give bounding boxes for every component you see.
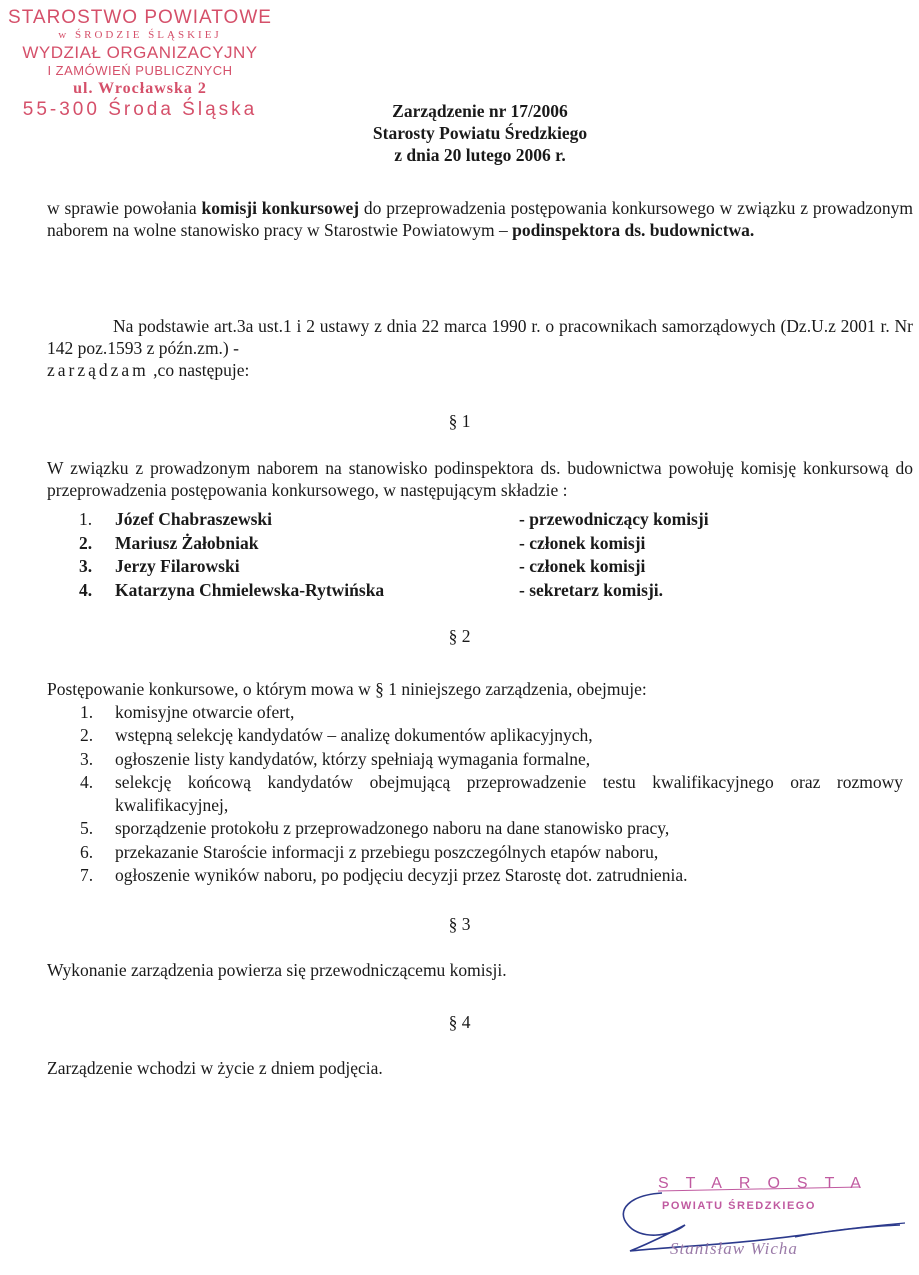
document-heading	[290, 100, 670, 166]
section2-text: Postępowanie konkursowe, o którym mowa w § 1 niniejszego zarządzenia, obejmuje:	[47, 679, 647, 699]
section-heading-4: § 4	[448, 1012, 471, 1032]
decree-word: zarządzam	[47, 360, 149, 380]
step-text: ogłoszenie wyników naboru, po podjęciu decyzji przez Starostę dot. zatrudnienia.	[115, 865, 688, 886]
subject-bold: komisji konkursowej	[201, 198, 360, 218]
heading-date: z dnia 20 lutego 2006 r.	[394, 145, 566, 165]
member-role: - sekretarz komisji.	[519, 579, 664, 600]
step-text: komisyjne otwarcie ofert,	[115, 702, 295, 722]
signature-title: STAROSTA	[658, 1175, 878, 1192]
list-item	[47, 748, 903, 771]
legal-basis-paragraph	[47, 315, 913, 381]
member-role: - przewodniczący komisji	[519, 509, 709, 529]
step-number: 6.	[80, 841, 94, 862]
subject-bold: podinspektora ds. budownictwa.	[512, 220, 755, 240]
list-item	[47, 701, 903, 724]
step-text: selekcję końcową kandydatów obejmującą przeprowadzenie testu kwalifikacyjnego oraz rozmowy kwalifikacyjnej,	[115, 771, 903, 816]
stamp-line: ul. Wrocławska 2	[73, 80, 207, 97]
heading-title: Zarządzenie nr 17/2006	[392, 101, 568, 121]
member-number: 3.	[79, 556, 93, 576]
subject-paragraph	[47, 197, 913, 241]
section-heading-1: § 1	[448, 411, 471, 431]
step-number: 7.	[80, 865, 94, 886]
list-item	[47, 817, 903, 840]
decree-rest: ,co następuje:	[148, 360, 250, 380]
stamp-line: I ZAMÓWIEŃ PUBLICZNYCH	[47, 63, 233, 78]
step-text: wstępną selekcję kandydatów – analizę dokumentów aplikacyjnych,	[115, 725, 593, 746]
list-item	[47, 508, 913, 532]
step-number: 2.	[80, 725, 94, 746]
step-text: ogłoszenie listy kandydatów, którzy spełniają wymagania formalne,	[115, 748, 591, 769]
office-stamp	[0, 2, 280, 119]
legal-basis-text: Na podstawie art.3a ust.1 i 2 ustawy z dnia 22 marca 1990 r. o pracownikach samorządowych (Dz.U.z 2001 r. Nr 142 poz.1593 z późn.zm.) -	[47, 316, 913, 358]
section4-text: Zarządzenie wchodzi w życie z dniem podjęcia.	[47, 1058, 383, 1078]
heading-issuer: Starosty Powiatu Średzkiego	[372, 123, 588, 143]
list-item	[47, 841, 903, 864]
list-item	[47, 555, 913, 579]
member-role: - członek komisji	[519, 556, 646, 576]
committee-members-list	[47, 508, 913, 602]
step-text: sporządzenie protokołu z przeprowadzonego naboru na dane stanowisko pracy,	[115, 818, 670, 839]
signature-stamp	[610, 1165, 910, 1270]
section-heading-2: § 2	[448, 626, 471, 646]
member-name: Jerzy Filarowski	[115, 556, 240, 576]
section1-text: W związku z prowadzonym naborem na stanowisko podinspektora ds. budownictwa powołuję komisję konkursową do przeprowadzenia postępowania konkursowego, w następującym składzie :	[47, 458, 913, 500]
stamp-line: w ŚRODZIE ŚLĄSKIEJ	[58, 29, 222, 41]
member-name: Mariusz Żałobniak	[115, 532, 259, 553]
member-number: 4.	[79, 579, 93, 600]
subject-text: do przeprowadzenia postępowania konkursowego w związku z prowadzonym naborem na wolne stanowisko pracy w Starostwie Powiatowym –	[47, 198, 913, 240]
member-name: Katarzyna Chmielewska-Rytwińska	[115, 579, 385, 600]
step-number: 3.	[80, 748, 94, 769]
member-number: 1.	[79, 509, 93, 529]
step-text: przekazanie Staroście informacji z przebiegu poszczególnych etapów naboru,	[115, 841, 659, 862]
list-item	[47, 532, 913, 556]
section3-text: Wykonanie zarządzenia powierza się przewodniczącemu komisji.	[47, 960, 507, 980]
list-item	[47, 724, 903, 747]
step-number: 5.	[80, 818, 94, 839]
stamp-line: STAROSTWO POWIATOWE	[8, 7, 272, 28]
procedure-steps-list	[47, 701, 903, 887]
stamp-line: 55-300 Środa Śląska	[22, 99, 258, 120]
signature-name: Stanisław Wicha	[670, 1239, 798, 1258]
stamp-line: WYDZIAŁ ORGANIZACYJNY	[22, 43, 258, 62]
signature-subtitle: POWIATU ŚREDZKIEGO	[662, 1200, 816, 1212]
member-number: 2.	[79, 532, 93, 553]
section-heading-3: § 3	[448, 914, 471, 934]
list-item	[47, 864, 903, 887]
member-name: Józef Chabraszewski	[115, 509, 272, 529]
subject-text: w sprawie powołania	[47, 198, 202, 218]
list-item	[47, 579, 913, 603]
member-role: - członek komisji	[519, 532, 646, 553]
step-number: 4.	[80, 771, 94, 792]
step-number: 1.	[80, 702, 94, 722]
list-item	[47, 771, 903, 818]
